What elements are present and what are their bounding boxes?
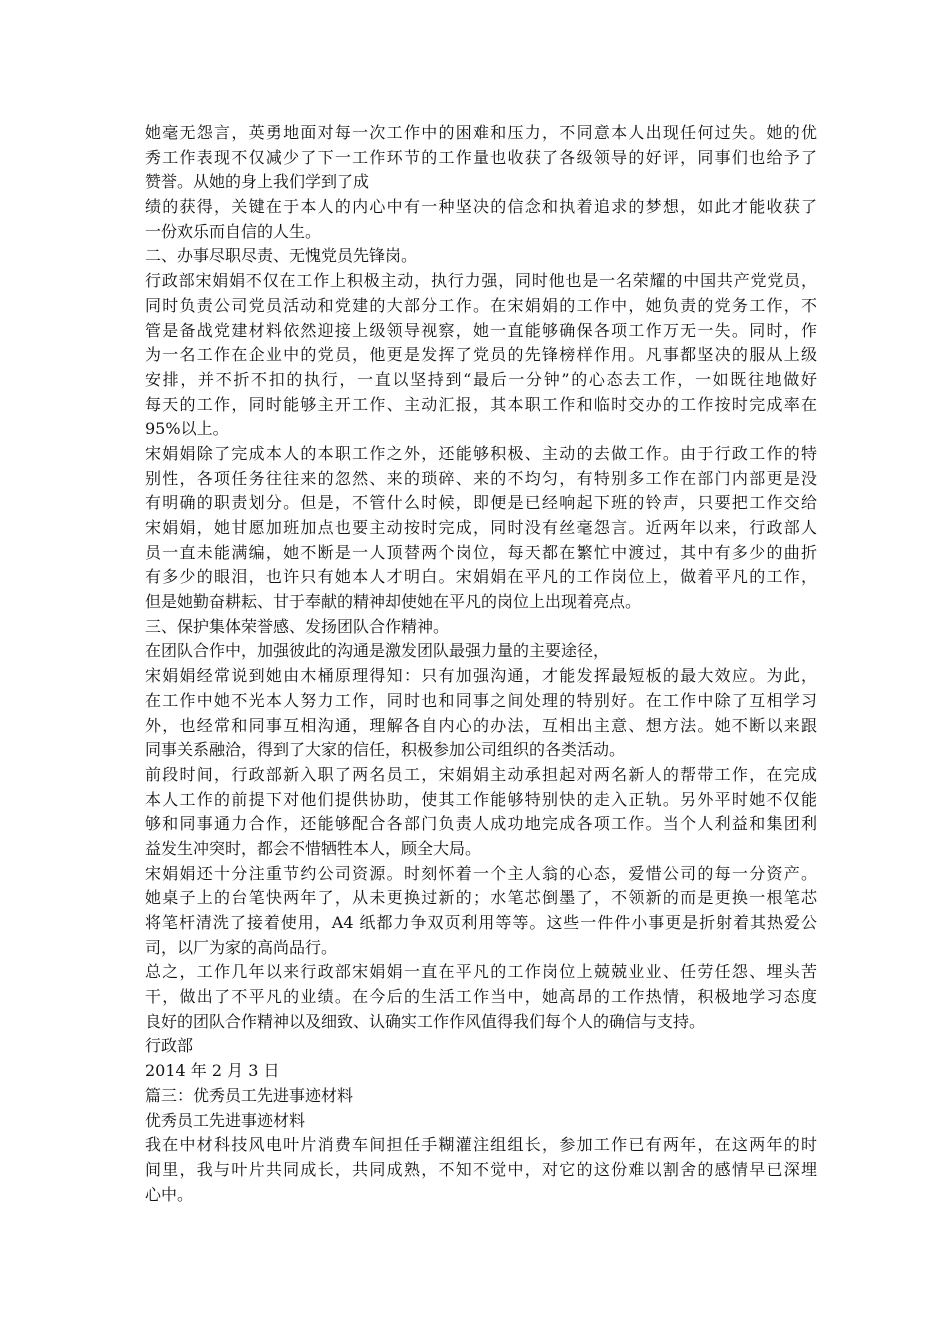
text-line: 良好的团队合作精神以及细致、认确实工作作风值得我们每个人的确信与支持。 bbox=[145, 1011, 706, 1031]
text-line: 别性，各项任务往往来的忽然、来的琐碎、来的不均匀，有特别多工作在部门内部更是没 bbox=[145, 468, 817, 488]
text-line: 绩的获得，关键在于本人的内心中有一种坚决的信念和执着追求的梦想，如此才能收获了 bbox=[145, 197, 817, 217]
text-line: 行政部宋娟娟不仅在工作上积极主动，执行力强，同时他也是一名荣耀的中国共产党党员， bbox=[145, 271, 817, 291]
document-body bbox=[145, 121, 817, 1207]
text-line: 三、保护集体荣誉感、发扬团队合作精神。 bbox=[145, 616, 450, 636]
text-line: 心中。 bbox=[145, 1184, 194, 1204]
text-line: 员一直未能满编，她不断是一人顶替两个岗位，每天都在繁忙中渡过，其中有多少的曲折 bbox=[145, 542, 817, 562]
text-line: 篇三：优秀员工先进事迹材料 bbox=[145, 1085, 354, 1105]
text-line: 2014 年 2 月 3 日 bbox=[145, 1061, 280, 1081]
text-line: 管是备战党建材料依然迎接上级领导视察，她一直能够确保各项工作万无一失。同时，作 bbox=[145, 320, 817, 340]
text-line: 在工作中她不光本人努力工作，同时也和同事之间处理的特别好。在工作中除了互相学习 bbox=[145, 690, 817, 710]
text-line: 每天的工作，同时能够主开工作、主动汇报，其本职工作和临时交办的工作按时完成率在 bbox=[145, 394, 817, 414]
text-line: 宋娟娟除了完成本人的本职工作之外，还能够积极、主动的去做工作。由于行政工作的特 bbox=[145, 443, 817, 463]
text-line: 同时负责公司党员活动和党建的大部分工作。在宋娟娟的工作中，她负责的党务工作，不 bbox=[145, 295, 817, 315]
text-line: 一份欢乐而自信的人生。 bbox=[145, 221, 322, 241]
text-line: 有明确的职责划分。但是，不管什么时候，即便是已经响起下班的铃声，只要把工作交给 bbox=[145, 493, 817, 513]
text-line: 将笔杆清洗了接着使用，A4 纸都力争双页利用等等。这些一件件小事更是折射着其热爱公 bbox=[145, 913, 817, 932]
text-line: 二、办事尽职尽责、无愧党员先锋岗。 bbox=[145, 246, 418, 266]
text-line: 本人工作的前提下对他们提供协助，使其工作能够特别快的走入正轨。另外平时她不仅能 bbox=[145, 789, 817, 809]
text-line: 但是她勤奋耕耘、甘于奉献的精神却使她在平凡的岗位上出现着亮点。 bbox=[145, 592, 642, 612]
text-line: 够和同事通力合作，还能够配合各部门负责人成功地完成各项工作。当个人利益和集团利 bbox=[145, 814, 817, 834]
text-line: 干，做出了不平凡的业绩。在今后的生活工作当中，她高昂的工作热情，积极地学习态度 bbox=[145, 987, 817, 1007]
text-line: 她毫无怨言，英勇地面对每一次工作中的困难和压力，不同意本人出现任何过失。她的优 bbox=[145, 123, 817, 142]
text-line: 有多少的眼泪，也许只有她本人才明白。宋娟娟在平凡的工作岗位上，做着平凡的工作， bbox=[145, 567, 817, 587]
text-line: 95%以上。 bbox=[145, 419, 229, 439]
text-line: 赞誉。从她的身上我们学到了成 bbox=[145, 172, 370, 192]
text-line: 为一名工作在企业中的党员，他更是发挥了党员的先锋榜样作用。凡事都坚决的服从上级 bbox=[145, 345, 817, 365]
text-line: 前段时间，行政部新入职了两名员工，宋娟娟主动承担起对两名新人的帮带工作，在完成 bbox=[145, 764, 817, 784]
text-line: 宋娟娟还十分注重节约公司资源。时刻怀着一个主人翁的心态，爱惜公司的每一分资产。 bbox=[145, 863, 817, 883]
text-line: 优秀员工先进事迹材料 bbox=[145, 1110, 306, 1130]
text-line: 宋娟娟，她甘愿加班加点也要主动按时完成，同时没有丝毫怨言。近两年以来，行政部人 bbox=[145, 518, 817, 537]
text-line: 益发生冲突时，都会不惜牺牲本人，顾全大局。 bbox=[145, 838, 482, 858]
text-line: 宋娟娟经常说到她由木桶原理得知：只有加强沟通，才能发挥最短板的最大效应。为此， bbox=[145, 666, 817, 686]
text-line: 在团队合作中，加强彼此的沟通是激发团队最强力量的主要途径， bbox=[145, 641, 610, 661]
text-line: 我在中材科技风电叶片消费车间担任手糊灌注组组长，参加工作已有两年，在这两年的时 bbox=[145, 1135, 817, 1155]
text-line: 秀工作表现不仅减少了下一工作环节的工作量也收获了各级领导的好评，同事们也给予了 bbox=[145, 147, 817, 167]
text-line: 行政部 bbox=[145, 1036, 194, 1056]
text-line: 总之，工作几年以来行政部宋娟娟一直在平凡的工作岗位上兢兢业业、任劳任怨、埋头苦 bbox=[145, 962, 817, 982]
text-line: 安排，并不折不扣的执行，一直以坚持到“最后一分钟”的心态去工作，一如既往地做好 bbox=[145, 369, 817, 389]
text-line: 间里，我与叶片共同成长，共同成熟，不知不觉中，对它的这份难以割舍的感情早已深埋 bbox=[145, 1159, 817, 1179]
text-line: 她桌子上的台笔快两年了，从未更换过新的；水笔芯倒墨了，不领新的而是更换一根笔芯 bbox=[145, 888, 817, 908]
text-line: 司，以厂为家的高尚品行。 bbox=[145, 937, 338, 957]
text-line: 同事关系融洽，得到了大家的信任，积极参加公司组织的各类活动。 bbox=[145, 740, 626, 760]
text-line: 外，也经常和同事互相沟通，理解各自内心的办法，互相出主意、想方法。她不断以来跟 bbox=[145, 715, 817, 735]
